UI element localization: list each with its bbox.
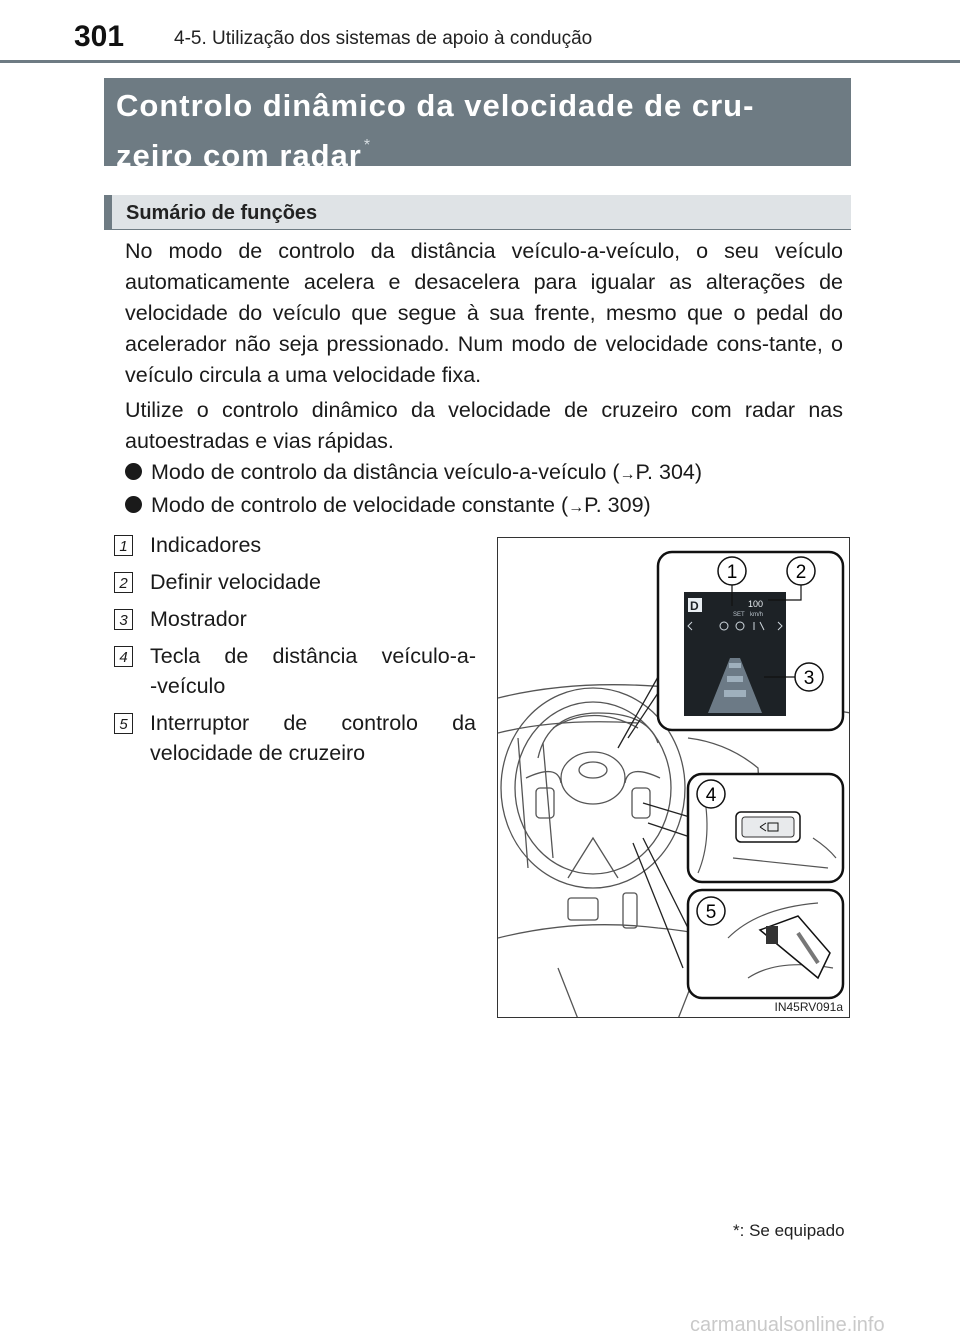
page-title-line1: Controlo dinâmico da velocidade de cru- — [116, 88, 755, 123]
display-set: SET — [733, 612, 745, 618]
item-label: Indicadores — [150, 533, 262, 557]
callout-3: 3 — [803, 668, 815, 689]
footnote-mark: * — [733, 1221, 740, 1240]
page-reference[interactable]: P. 309) — [584, 493, 651, 517]
callout-5: 5 — [705, 902, 717, 923]
callout-2: 2 — [795, 562, 807, 583]
item-label: Mostrador — [150, 607, 247, 631]
header-rule — [0, 60, 960, 63]
item-label-continued: velocidade de cruzeiro — [150, 741, 366, 765]
footnote-text: : Se equipado — [739, 1221, 845, 1240]
bullet-dot — [125, 463, 142, 480]
item-number: 4 — [114, 646, 133, 667]
item-label: Interruptor de controlo da — [150, 711, 476, 735]
usage-paragraph: Utilize o controlo dinâmico da velocidade de cruzeiro com radar nas autoestradas e vias rápidas. — [125, 398, 843, 453]
item-label-continued: -veículo — [150, 674, 226, 698]
bullet-item — [125, 490, 651, 523]
arrow-icon: → — [568, 499, 585, 516]
item-number: 3 — [114, 609, 133, 630]
asterisk-mark: * — [363, 137, 372, 154]
display-unit: km/h — [750, 612, 764, 618]
item-label: Definir velocidade — [150, 570, 321, 594]
figure-code: IN45RV091a — [774, 1000, 843, 1014]
page-title-line2: zeiro com radar — [116, 138, 362, 173]
display-speed: 100 — [748, 599, 764, 609]
footnote — [733, 1221, 845, 1241]
arrow-icon: → — [619, 466, 636, 483]
section-title: 4-5. Utilização dos sistemas de apoio à condução — [174, 28, 593, 49]
bullet-text: Modo de controlo da distância veículo-a-veículo ( — [151, 460, 620, 484]
item-label: Tecla de distância veículo-a- — [150, 644, 476, 668]
callout-1: 1 — [726, 562, 738, 583]
dashboard-illustration — [498, 538, 850, 1018]
item-number: 1 — [114, 535, 133, 556]
bullet-item — [125, 457, 702, 490]
page-number: 301 — [74, 20, 125, 53]
page-reference[interactable]: P. 304) — [635, 460, 703, 484]
item-number: 2 — [114, 572, 133, 593]
page-title-line2-wrap — [116, 126, 839, 176]
item-number: 5 — [114, 713, 133, 734]
watermark: carmanualsonline.info — [690, 1314, 885, 1336]
dashboard-figure — [497, 537, 850, 1018]
callout-4: 4 — [705, 785, 717, 806]
subheader: Sumário de funções — [104, 195, 851, 230]
bullet-text: Modo de controlo de velocidade constante ( — [151, 493, 569, 517]
subheader-rule — [104, 229, 851, 230]
display-gear: D — [690, 599, 699, 613]
intro-paragraph: No modo de controlo da distância veículo-a-veículo, o seu veículo automaticamente acelera e desacelera para igualar as alterações de velocidade do veículo que segue à sua frente, mesmo que o pedal do acelerador não seja pressionado. Num modo de velocidade cons-tante, o veículo circula a uma velocidade fixa. — [125, 239, 843, 387]
page-title — [104, 78, 851, 173]
bullet-dot — [125, 496, 142, 513]
